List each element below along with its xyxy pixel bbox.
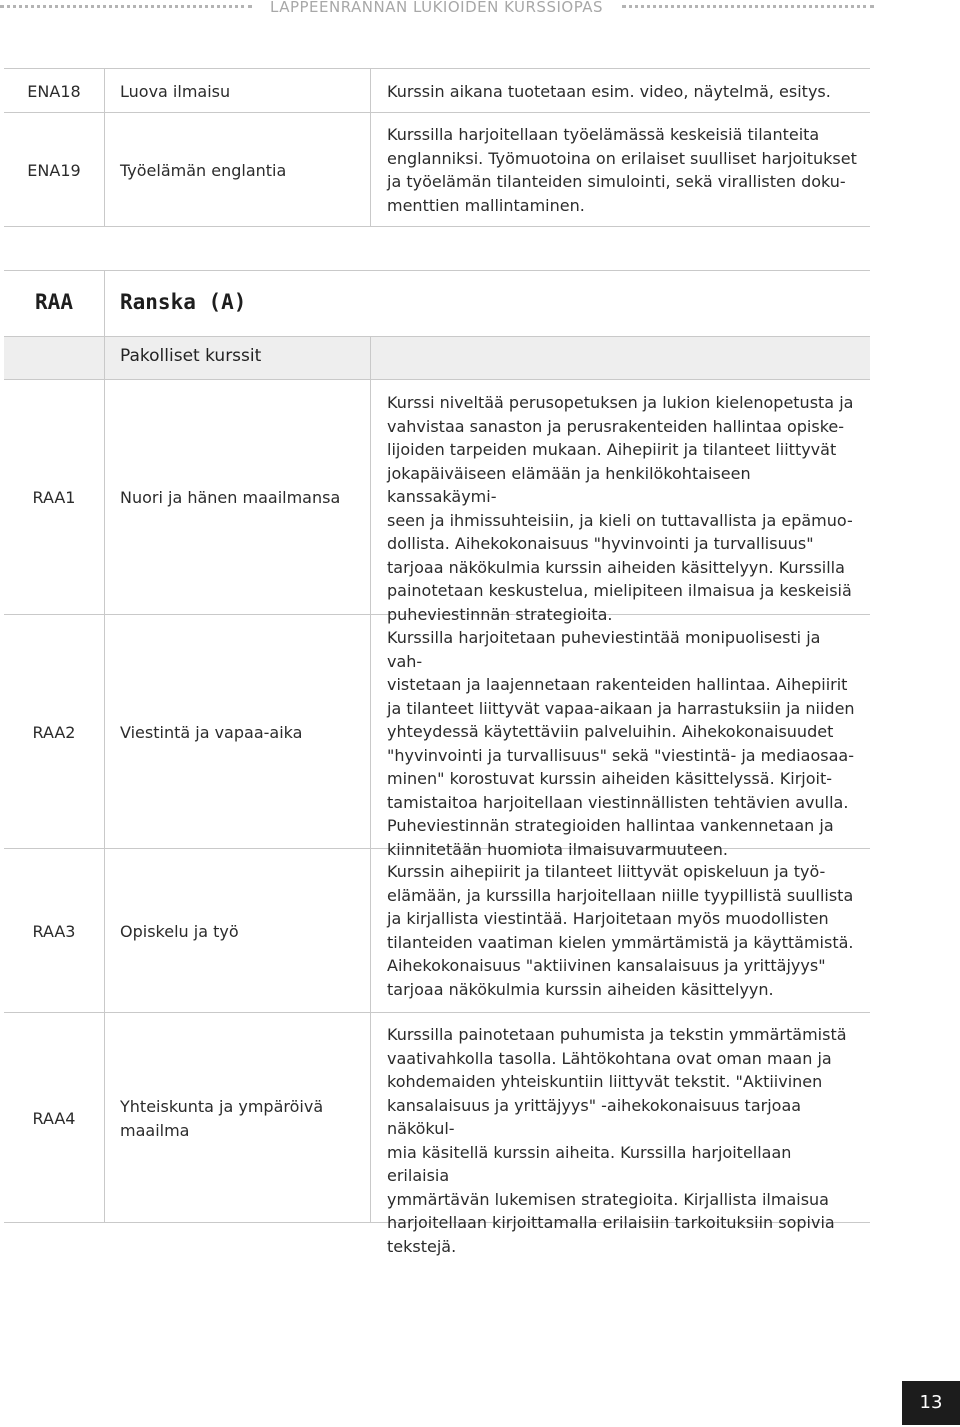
page-header (0, 0, 960, 16)
course-code: RAA2 (32, 723, 76, 742)
subheading: Pakolliset kurssit (120, 346, 262, 366)
header-dotted-rule-left (0, 5, 252, 8)
course-code: ENA19 (27, 161, 81, 180)
course-name: Viestintä ja vapaa-aika (120, 723, 303, 742)
header-title: LAPPEENRANNAN LUKIOIDEN KURSSIOPAS (270, 0, 604, 16)
table-rule (4, 226, 870, 227)
column-divider (104, 270, 105, 1222)
course-code: RAA1 (32, 488, 76, 507)
table-rule (4, 379, 870, 380)
table-rule (4, 112, 870, 113)
course-description: Kurssilla harjoitetaan puheviestintää monipuolisesti ja vah- vistetaan ja laajennetaan rakenteiden hallintaa. Aihepiirit ja tilanteet liittyvät vapaa-aikaan ja harrastuksiin ja niiden yhteydessä käytettäviin palveluihin. Aihekokonaisuudet "hyvinvointi ja turvallisuus" sekä "viestintä- ja mediaosaa- minen" korostuvat kurssin aiheiden käsittelyssä. Kirjoit- tamistaitoa harjoitellaan viestinnällisten tehtävien avulla. Puheviestinnän strategioiden hallintaa vankennetaan ja kiinnitetään huomiota ilmaisuvarmuuteen. (387, 628, 855, 859)
course-name: Työelämän englantia (120, 161, 287, 180)
course-code: RAA4 (32, 1109, 76, 1128)
course-description: Kurssilla harjoitellaan työelämässä keskeisiä tilanteita englanniksi. Työmuotoina on erilaiset suulliset harjoitukset ja työelämän tilanteiden simulointi, sekä virallisten doku- menttien mallintaminen. (387, 125, 857, 215)
column-divider (104, 68, 105, 226)
course-description: Kurssilla painotetaan puhumista ja tekstin ymmärtämistä vaativahkolla tasolla. Lähtökohtana ovat oman maan ja kohdemaiden yhteiskuntiin liittyvät tekstit. "Aktiivinen kansalaisuus ja yrittäjyys" -aihekokonaisuus tarjoaa näkökul- mia käsitellä kurssin aiheita. Kurssilla harjoitellaan erilaisia ymmärtävän lukemisen strategioita. Kirjallista ilmaisua harjoitellaan kirjoittamalla erilaisiin tarkoituksiin sopivia tekstejä. (387, 1025, 847, 1256)
course-name: Opiskelu ja työ (120, 922, 239, 941)
header-dotted-rule-right (622, 5, 874, 8)
page-number: 13 (902, 1381, 960, 1425)
course-description: Kurssin aihepiirit ja tilanteet liittyvät opiskeluun ja työ- elämään, ja kurssilla harjoitellaan niille tyypillistä suullista ja kirjallista viestintää. Harjoitetaan myös muodollisten tilanteiden vaatiman kielen ymmärtämistä ja käyttämistä. Aihekokonaisuus "aktiivinen kansalaisuus ja yrittäjyys" tarjoaa näkökulmia kurssin aiheiden käsittelyyn. (387, 862, 854, 999)
course-name: Yhteiskunta ja ympäröivä maailma (120, 1097, 324, 1140)
course-code: RAA3 (32, 922, 76, 941)
section-rule (4, 270, 870, 271)
table-rule (4, 1012, 870, 1013)
course-code: ENA18 (27, 82, 81, 101)
course-description: Kurssin aikana tuotetaan esim. video, näytelmä, esitys. (387, 82, 831, 101)
section-code: RAA (35, 290, 73, 314)
table-rule (4, 68, 870, 69)
column-divider (370, 68, 371, 226)
course-name: Nuori ja hänen maailmansa (120, 488, 341, 507)
course-name: Luova ilmaisu (120, 82, 231, 101)
course-description: Kurssi niveltää perusopetuksen ja lukion kielenopetusta ja vahvistaa sanaston ja perusrakenteiden hallintaa opiske- lijoiden tarpeiden mukaan. Aihepiirit ja tilanteet liittyvät jokapäiväiseen elämään ja henkilökohtaiseen kanssakäymi- seen ja ihmissuhteisiin, ja kieli on tuttavallista ja epämuo- dollista. Aihekokonaisuus "hyvinvointi ja turvallisuus" tarjoaa näkökulmia kurssin aiheiden käsittelyyn. Kurssilla painotetaan keskustelua, mielipiteen ilmaisua ja keskeisiä puheviestinnän strategioita. (387, 393, 854, 624)
column-divider (370, 336, 371, 1222)
table-rule (4, 336, 870, 337)
section-title: Ranska (A) (120, 290, 247, 314)
